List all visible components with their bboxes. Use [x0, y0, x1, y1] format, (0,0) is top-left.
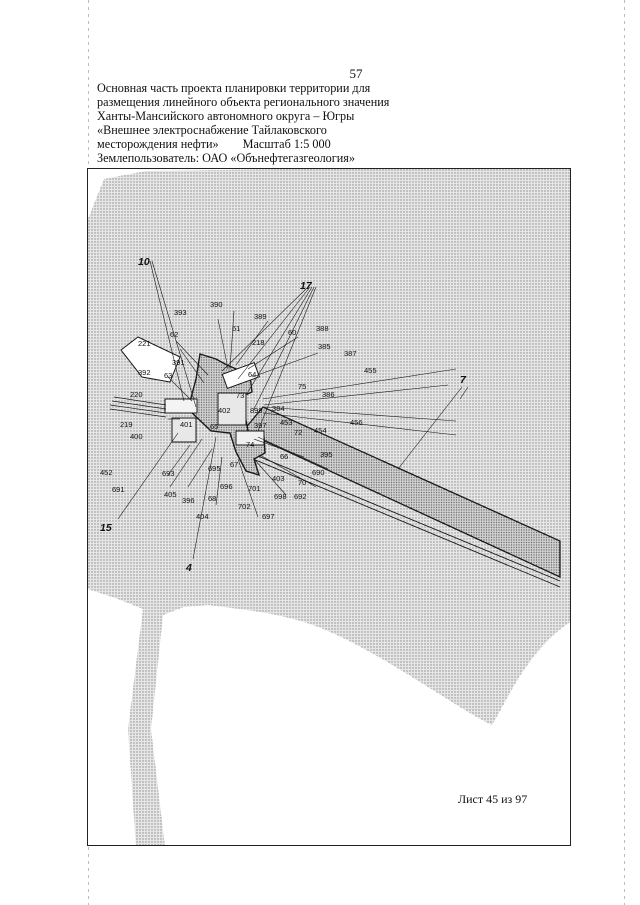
point-label: 220: [130, 390, 143, 399]
point-label: 388: [316, 324, 329, 333]
point-label: 61: [232, 324, 241, 333]
point-label: 65: [210, 422, 219, 431]
point-label: 899: [250, 406, 263, 415]
point-label: 695: [208, 464, 221, 473]
point-label: 405: [164, 490, 177, 499]
point-label: 62: [170, 330, 179, 339]
point-label: 384: [272, 404, 285, 413]
point-label: 393: [174, 308, 187, 317]
point-label: 452: [100, 468, 113, 477]
point-label: 403: [272, 474, 285, 483]
point-label: 67: [230, 460, 239, 469]
point-label: 697: [262, 512, 275, 521]
point-label: 60: [288, 328, 297, 337]
site-plot: [165, 399, 197, 413]
scan-artifact-line: [624, 0, 625, 905]
plot-label-4: 4: [186, 562, 192, 574]
point-label: 64: [248, 370, 257, 379]
point-label: 397: [254, 421, 267, 430]
point-label: 404: [196, 512, 209, 521]
header-line: «Внешнее электроснабжение Тайлаковского: [97, 122, 327, 137]
point-label: 400: [130, 432, 143, 441]
point-label: 690: [312, 468, 325, 477]
point-label: 68: [208, 494, 217, 503]
header-line: Ханты-Мансийского автономного округа – Югры: [97, 108, 355, 123]
point-label: 72: [294, 428, 303, 437]
point-label: 454: [314, 426, 327, 435]
point-label: 73: [236, 391, 245, 400]
page-number: 57: [349, 66, 363, 81]
point-label: 696: [220, 482, 233, 491]
point-label: 691: [112, 485, 125, 494]
point-label: 386: [322, 390, 335, 399]
point-label: 221: [138, 339, 151, 348]
map-frame: [87, 168, 571, 846]
header-line: Основная часть проекта планировки территории для: [97, 81, 371, 95]
land-user-line: Землепользователь: ОАО «Обънефтегазгеология»: [97, 150, 355, 165]
point-label: 692: [294, 492, 307, 501]
point-label: 693: [162, 469, 175, 478]
point-label: 391: [172, 358, 185, 367]
point-label: 396: [182, 496, 195, 505]
point-label: 387: [344, 349, 357, 358]
point-label: 702: [238, 502, 251, 511]
point-label: 385: [318, 342, 331, 351]
point-label: 392: [138, 368, 151, 377]
point-label: 456: [350, 418, 363, 427]
forest-area: [88, 169, 571, 846]
plot-label-10: 10: [138, 256, 150, 268]
point-label: 70: [298, 478, 307, 487]
point-label: 453: [280, 418, 293, 427]
point-label: 401: [180, 420, 193, 429]
plot-label-15: 15: [100, 522, 112, 534]
plot-label-17: 17: [300, 280, 312, 292]
planning-map: [88, 169, 571, 846]
point-label: 390: [210, 300, 223, 309]
point-label: 218: [252, 338, 265, 347]
point-label: 701: [248, 484, 261, 493]
point-label: 455: [364, 366, 377, 375]
header-line: месторождения нефти»: [97, 136, 219, 151]
point-label: 74: [246, 440, 255, 449]
map-scale: Масштаб 1:5 000: [242, 136, 331, 151]
point-label: 698: [274, 492, 287, 501]
point-label: 395: [320, 450, 333, 459]
point-label: 402: [218, 406, 231, 415]
point-label: 219: [120, 420, 133, 429]
point-label: 63: [164, 371, 173, 380]
header-line: размещения линейного объекта регионального значения: [97, 94, 390, 109]
point-label: 66: [280, 452, 289, 461]
point-label: 75: [298, 382, 307, 391]
header-line-with-scale: [97, 138, 417, 152]
point-label: 389: [254, 312, 267, 321]
plot-label-7: 7: [460, 374, 466, 386]
sheet-number: Лист 45 из 97: [458, 792, 528, 806]
document-header: [97, 82, 417, 165]
